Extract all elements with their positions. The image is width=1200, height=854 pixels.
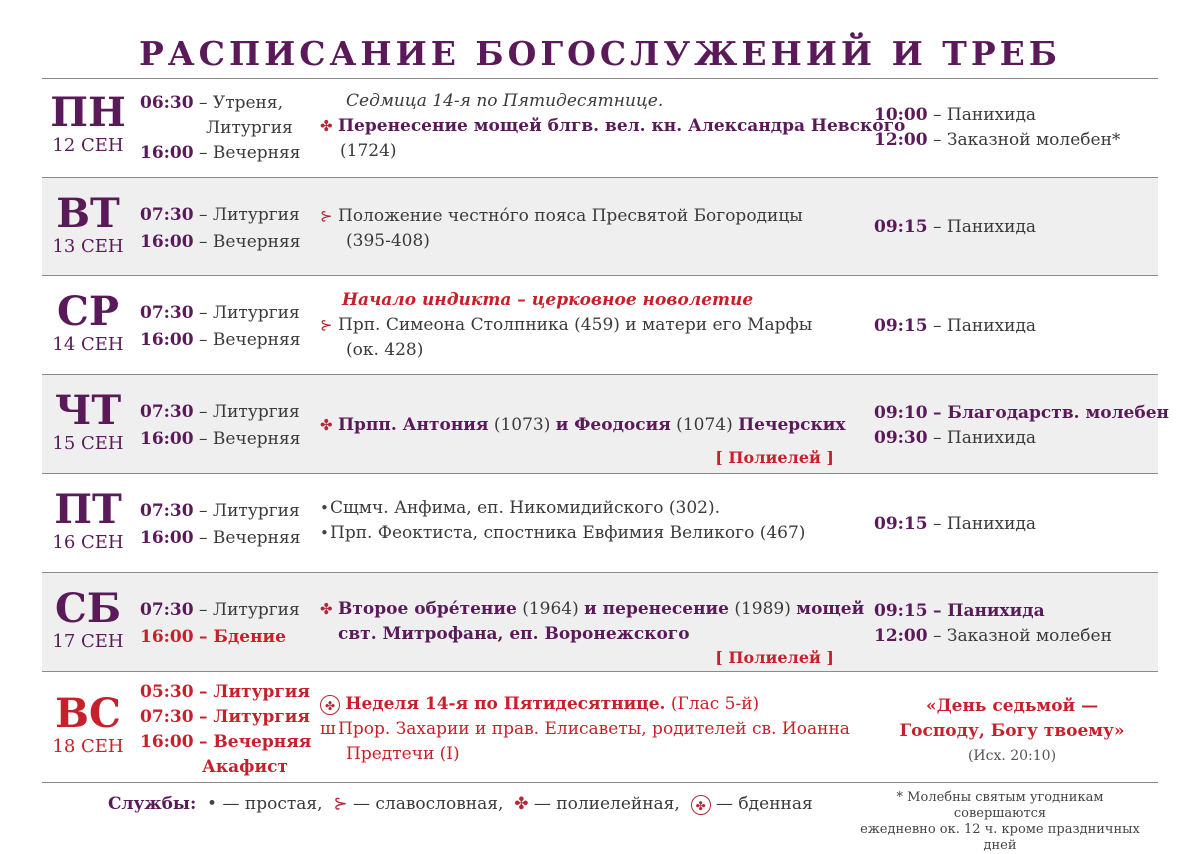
day-label: [42, 692, 134, 758]
treb-name: – Благодарств. молебен: [933, 403, 1169, 423]
feast: [320, 288, 880, 363]
day-label: [42, 192, 134, 258]
glory-icon: ⊱: [333, 794, 348, 814]
treb-name: – Панихида: [933, 316, 1037, 336]
service-name: – Вечерняя: [199, 232, 301, 252]
day-label: [42, 488, 134, 554]
feast-part: (1074): [670, 415, 739, 435]
legend-vigil: — бденная: [716, 794, 813, 814]
feast-part: Прпп. Антония: [338, 415, 489, 435]
service-time: 16:00: [140, 528, 194, 548]
scripture-quote: [874, 694, 1150, 769]
service-name: – Литургия: [199, 600, 300, 620]
day-label: [42, 587, 134, 653]
service-name: Акафист: [202, 757, 288, 777]
service-name: – Вечерняя: [199, 429, 301, 449]
service-name: – Вечерняя: [199, 732, 312, 752]
feast-part: и Феодосия: [555, 415, 671, 435]
feast-title: Прор. Захарии и прав. Елисаветы, родителей св. Иоанна: [338, 719, 850, 739]
day-label: [42, 91, 134, 157]
service-time: 16:00: [140, 429, 194, 449]
day-row-mon: [42, 79, 1158, 178]
treb-name: – Заказной молебен*: [933, 130, 1121, 150]
day-row-thu: [42, 375, 1169, 474]
day-date: 15 СЕН: [52, 433, 124, 454]
polyeleos-icon: ✤: [320, 416, 333, 434]
legend-simple: — простая,: [222, 794, 323, 814]
service-time: 07:30: [140, 402, 194, 422]
simple-icon: •: [320, 524, 329, 542]
page-title: РАСПИСАНИЕ БОГОСЛУЖЕНИЙ И ТРЕБ: [138, 34, 1061, 73]
treb-time: 09:15: [874, 514, 928, 534]
sunday-mark-icon: ш: [320, 719, 336, 739]
legend-polyeleos: — полиелейная,: [533, 794, 680, 814]
service-name: Литургия: [206, 118, 293, 138]
feast-title: свт. Митрофана, еп. Воронежского: [338, 624, 690, 644]
day-abbr: ЧТ: [54, 387, 122, 434]
treb-time: 10:00: [874, 105, 928, 125]
treb-time: 09:15: [874, 316, 928, 336]
day-abbr: СБ: [54, 585, 121, 632]
feast-tone: (Глас 5-й): [670, 694, 760, 714]
service-name: – Вечерняя: [199, 330, 301, 350]
treb-name: – Заказной молебен: [933, 626, 1112, 646]
trebs: [874, 401, 1169, 451]
polyeleos-tag: [ Полиелей ]: [715, 448, 834, 467]
service-name: – Литургия: [199, 707, 310, 727]
service-name: – Литургия: [199, 303, 300, 323]
service-name: – Вечерняя: [199, 143, 301, 163]
treb-time: 09:15: [874, 217, 928, 237]
footnote-line: ежедневно ок. 12 ч. кроме праздничных дней: [860, 822, 1140, 853]
day-label: [42, 290, 134, 356]
service-time: 05:30: [140, 682, 194, 702]
services: [140, 680, 310, 780]
quote-line: «День седьмой —: [925, 696, 1099, 716]
feast: [320, 413, 880, 469]
day-row-sat: [42, 573, 1158, 672]
day-date: 13 СЕН: [52, 236, 124, 257]
feast-title: Положение честно́го пояса Пресвятой Богородицы: [338, 206, 803, 226]
day-row-tue: [42, 178, 1158, 276]
service-time: 06:30: [140, 93, 194, 113]
service-time: 07:30: [140, 600, 194, 620]
feast-title: Перенесение мощей блгв. вел. кн. Александра Невского: [338, 116, 906, 136]
feast-part: Печерских: [738, 415, 846, 435]
trebs: [874, 215, 1164, 240]
day-abbr: ПТ: [54, 486, 122, 533]
service-time: 07:30: [140, 303, 194, 323]
feast-part: и перенесение: [584, 599, 729, 619]
feast: [320, 597, 880, 667]
legend-glory: — славословная,: [353, 794, 504, 814]
day-row-sun: [42, 672, 1158, 783]
footnote: [850, 790, 1150, 854]
service-time: 07:30: [140, 501, 194, 521]
treb-time: 09:10: [874, 403, 928, 423]
quote-line: Господу, Богу твоему»: [899, 721, 1125, 741]
day-row-fri: [42, 474, 1158, 573]
vigil-icon: ✤: [320, 695, 340, 715]
services: [140, 597, 310, 651]
treb-time: 09:30: [874, 428, 928, 448]
feast-year: (1724): [340, 141, 397, 161]
polyeleos-tag: [ Полиелей ]: [715, 648, 834, 667]
day-date: 16 СЕН: [52, 532, 124, 553]
service-name: – Бдение: [199, 627, 286, 647]
feast: [320, 692, 880, 767]
service-time: 16:00: [140, 330, 194, 350]
service-time: 16:00: [140, 232, 194, 252]
treb-time: 09:15: [874, 601, 928, 621]
day-label: [42, 389, 134, 455]
services: [140, 91, 310, 166]
service-time: 16:00: [140, 627, 194, 647]
services: [140, 202, 310, 256]
treb-name: – Панихида: [933, 601, 1045, 621]
treb-time: 12:00: [874, 130, 928, 150]
service-name: – Литургия: [199, 682, 310, 702]
feast-year: (395-408): [346, 231, 430, 251]
trebs: [874, 314, 1164, 339]
feast: [320, 204, 880, 254]
service-name: – Литургия: [199, 402, 300, 422]
glory-icon: ⊱: [320, 316, 333, 334]
quote-source: (Исх. 20:10): [967, 748, 1057, 764]
service-time: 16:00: [140, 143, 194, 163]
day-date: 12 СЕН: [52, 135, 124, 156]
polyeleos-icon: ✤: [320, 117, 333, 135]
day-date: 14 СЕН: [52, 334, 124, 355]
trebs: [874, 512, 1164, 537]
treb-time: 12:00: [874, 626, 928, 646]
polyeleos-icon: ✤: [320, 600, 333, 618]
day-date: 18 СЕН: [52, 736, 124, 757]
footnote-line: * Молебны святым угодникам совершаются: [896, 790, 1104, 821]
day-date: 17 СЕН: [52, 631, 124, 652]
feast-part: (1073): [488, 415, 556, 435]
legend-label: Службы:: [108, 794, 197, 814]
treb-name: – Панихида: [933, 514, 1037, 534]
treb-name: – Панихида: [933, 105, 1037, 125]
day-row-wed: [42, 276, 1158, 375]
treb-name: – Панихида: [933, 428, 1037, 448]
day-abbr: ВТ: [56, 190, 120, 237]
treb-name: – Панихида: [933, 217, 1037, 237]
services: [140, 300, 310, 354]
service-time: 16:00: [140, 732, 194, 752]
service-time: 07:30: [140, 707, 194, 727]
feast-title: Сщмч. Анфима, еп. Никомидийского (302).: [330, 498, 721, 518]
feast-red-note: Начало индикта – церковное новолетие: [342, 290, 754, 310]
service-name: – Литургия: [199, 501, 300, 521]
service-name: – Литургия: [199, 205, 300, 225]
feast-part: (1989): [728, 599, 797, 619]
vigil-icon: ✤: [691, 795, 711, 815]
service-name: – Вечерняя: [199, 528, 301, 548]
trebs: [874, 599, 1164, 649]
feast-title: Неделя 14-я по Пятидесятнице.: [345, 694, 666, 714]
feast-part: Второе обре́тение: [338, 599, 517, 619]
simple-icon: •: [207, 794, 218, 814]
feast-part: мощей: [796, 599, 865, 619]
day-abbr: ПН: [50, 89, 126, 136]
polyeleos-icon: ✤: [514, 794, 529, 814]
feast-part: (1964): [516, 599, 585, 619]
day-abbr: ВС: [55, 690, 121, 737]
day-abbr: СР: [57, 288, 119, 335]
services: [140, 498, 310, 552]
feast-title: Прп. Феоктиста, спостника Евфимия Великого (467): [330, 523, 806, 543]
feast-year: (ок. 428): [346, 340, 424, 360]
service-time: 07:30: [140, 205, 194, 225]
services: [140, 399, 310, 453]
week-note: Седмица 14-я по Пятидесятнице.: [346, 91, 664, 111]
trebs: [874, 103, 1164, 153]
glory-icon: ⊱: [320, 207, 333, 225]
legend: [108, 794, 813, 815]
simple-icon: •: [320, 499, 329, 517]
feast-title: Предтечи (I): [346, 744, 460, 764]
service-name: – Утреня,: [199, 93, 283, 113]
feast-title: Прп. Симеона Столпника (459) и матери его Марфы: [338, 315, 813, 335]
feast: [320, 496, 880, 546]
